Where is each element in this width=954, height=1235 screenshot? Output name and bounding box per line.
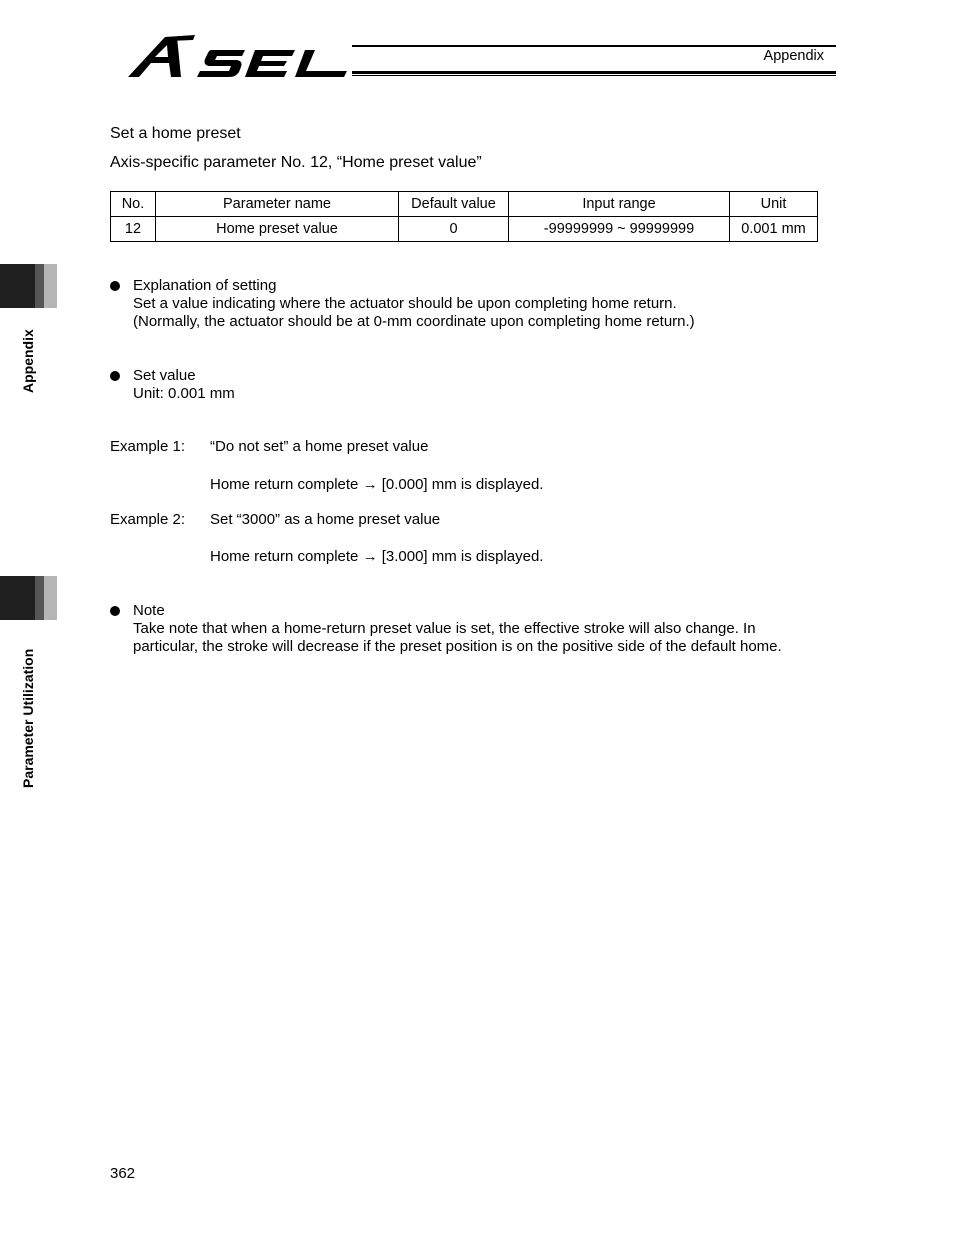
example-text: Set “3000” as a home preset value (210, 511, 441, 528)
set-value-heading: Set value (133, 367, 196, 384)
table-header-cell: Default value (399, 192, 509, 217)
note-line: particular, the stroke will decrease if the preset position is on the positive side of the default home. (133, 638, 782, 655)
example-text: “Do not set” a home preset value (210, 438, 429, 455)
side-tab-appendix: Appendix (20, 329, 36, 393)
example-result: Home return complete → [0.000] mm is displayed. (210, 476, 544, 493)
header-rule (352, 45, 836, 47)
table-cell: -99999999 ~ 99999999 (509, 217, 730, 242)
header-rule (352, 71, 836, 74)
explanation-heading: Explanation of setting (133, 277, 277, 294)
side-tab-marker (0, 576, 57, 620)
header-rule (352, 75, 836, 76)
side-tab-marker (0, 264, 57, 308)
table-row (111, 217, 818, 242)
bullet-icon (110, 606, 120, 616)
example-label: Example 1: (110, 438, 186, 455)
side-tab-parameter-utilization: Parameter Utilization (20, 648, 36, 788)
section-subtitle: Axis-specific parameter No. 12, “Home preset value” (110, 154, 482, 171)
bullet-icon (110, 371, 120, 381)
header-section-title: Appendix (763, 48, 824, 64)
table-header-cell: Parameter name (156, 192, 399, 217)
section-title: Set a home preset (110, 125, 241, 142)
table-cell: Home preset value (156, 217, 399, 242)
asel-logo (125, 33, 350, 79)
table-header-row (111, 192, 818, 217)
set-value-unit: Unit: 0.001 mm (133, 385, 235, 402)
explanation-line: (Normally, the actuator should be at 0-mm coordinate upon completing home return.) (133, 313, 695, 330)
table-header-cell: Input range (509, 192, 730, 217)
table-cell: 0 (399, 217, 509, 242)
note-heading: Note (133, 602, 165, 619)
table-cell: 0.001 mm (730, 217, 818, 242)
page-number: 362 (110, 1165, 136, 1182)
example-label: Example 2: (110, 511, 186, 528)
parameter-table (110, 191, 818, 242)
explanation-line: Set a value indicating where the actuator should be upon completing home return. (133, 295, 677, 312)
table-cell: 12 (111, 217, 156, 242)
table-header-cell: Unit (730, 192, 818, 217)
note-line: Take note that when a home-return preset value is set, the effective stroke will also change. In (133, 620, 756, 637)
bullet-icon (110, 281, 120, 291)
table-header-cell: No. (111, 192, 156, 217)
example-result: Home return complete → [3.000] mm is displayed. (210, 548, 544, 565)
